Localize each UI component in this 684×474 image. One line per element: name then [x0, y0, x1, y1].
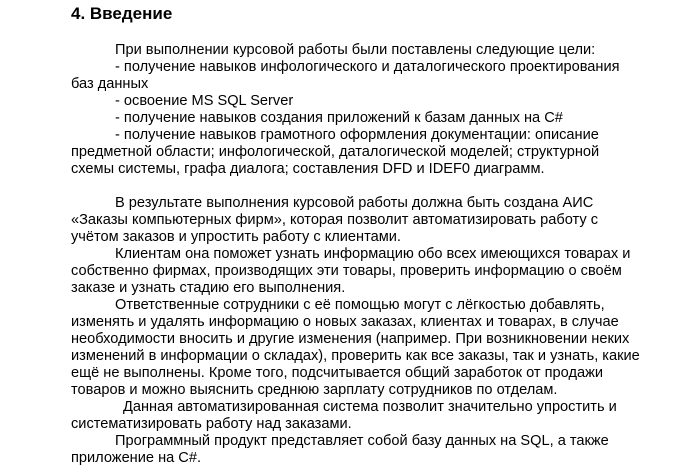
- text-line: ещё не выполнены. Кроме того, подсчитывается общий заработок от продажи: [71, 365, 604, 381]
- text-line: изменений в информации о складах), проверить как все заказы, так и узнать, какие: [71, 348, 640, 364]
- text-line: Ответственные сотрудники с её помощью могут с лёгкостью добавлять,: [115, 297, 605, 313]
- text-line: учётом заказов и упростить работу с клиентами.: [71, 229, 401, 245]
- text-line: схемы системы, графа диалога; составления DFD и IDEF0 диаграмм.: [71, 161, 545, 177]
- text-line: Клиентам она поможет узнать информацию обо всех имеющихся товарах и: [115, 246, 631, 262]
- text-line: товаров и можно выяснить среднюю зарплату сотрудников по отделам.: [71, 382, 558, 398]
- text-line: При выполнении курсовой работы были поставлены следующие цели:: [115, 42, 596, 58]
- text-line: предметной области; инфологической, даталогической моделей; структурной: [71, 144, 600, 160]
- text-line: - получение навыков грамотного оформления документации: описание: [115, 127, 599, 143]
- text-line: Программный продукт представляет собой базу данных на SQL, а также: [115, 433, 609, 449]
- text-line: «Заказы компьютерных фирм», которая позволит автоматизировать работу с: [71, 212, 598, 228]
- text-line: изменять и удалять информацию о новых заказах, клиентах и товарах, в случае: [71, 314, 619, 330]
- text-line: - освоение MS SQL Server: [115, 93, 294, 109]
- text-line: Данная автоматизированная система позволит значительно упростить и: [123, 399, 617, 415]
- text-line: собственно фирмах, производящих эти товары, проверить информацию о своём: [71, 263, 622, 279]
- text-line: необходимости вносить и другие изменения (например. При возникновении неких: [71, 331, 630, 347]
- text-line: В результате выполнения курсовой работы должна быть создана АИС: [115, 195, 594, 211]
- text-line: - получение навыков создания приложений к базам данных на C#: [115, 110, 563, 126]
- text-line: заказе и узнать стадию его выполнения.: [71, 280, 346, 296]
- text-line: баз данных: [71, 76, 149, 92]
- section-heading: 4. Введение: [71, 4, 173, 23]
- text-line: систематизировать работу над заказами.: [71, 416, 352, 432]
- text-line: - получение навыков инфологического и даталогического проектирования: [115, 59, 620, 75]
- text-line: приложение на C#.: [71, 450, 202, 466]
